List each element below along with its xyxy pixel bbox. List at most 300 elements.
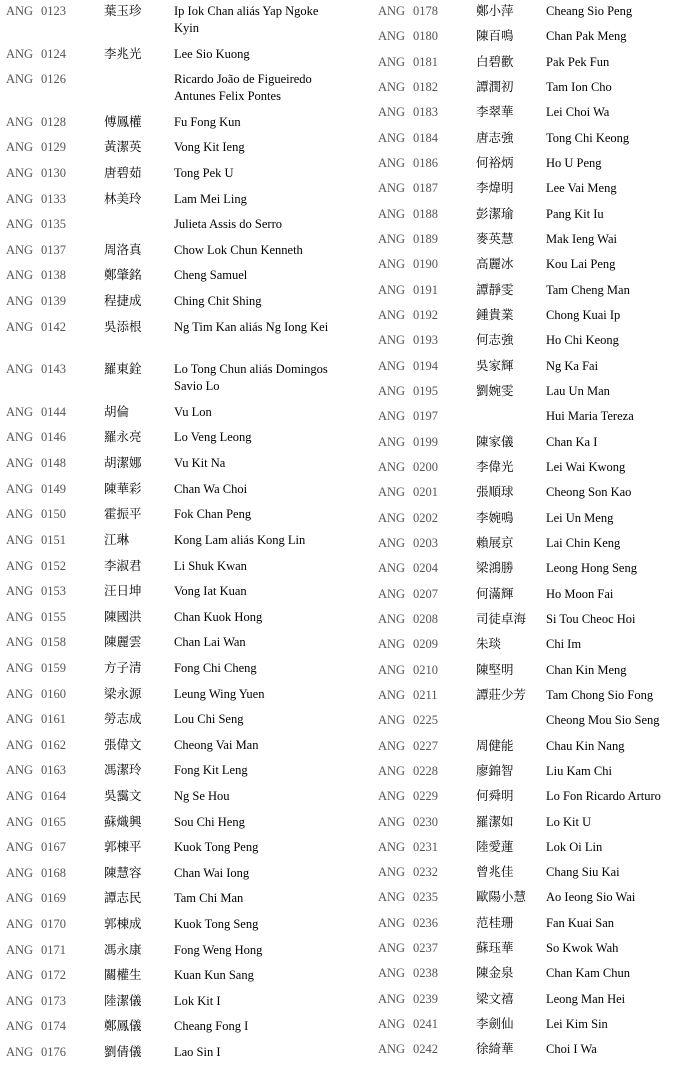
- romanized-name: Ching Chit Shing: [174, 294, 262, 309]
- entry-number: 0203: [413, 535, 438, 550]
- entry-number: 0162: [41, 737, 66, 752]
- romanized-name: Fok Chan Peng: [174, 507, 252, 522]
- romanized-name: Chang Siu Kai: [546, 865, 620, 880]
- entry-number: 0128: [41, 114, 66, 129]
- romanized-name: Ng Tim Kan aliás Ng Iong Kei: [174, 319, 329, 334]
- romanized-name: Lei Wai Kwong: [546, 459, 626, 474]
- list-item: [378, 383, 689, 408]
- entry-prefix: ANG: [6, 4, 34, 18]
- entry-number: 0130: [41, 166, 66, 181]
- chinese-name: 霍振平: [104, 507, 142, 522]
- chinese-name: 陳麗雲: [104, 635, 142, 650]
- romanized-name: Vong Kit Ieng: [174, 140, 245, 155]
- entry-prefix: ANG: [378, 434, 406, 449]
- list-item: [6, 481, 346, 507]
- entry-prefix: ANG: [6, 362, 34, 377]
- entry-number: 0228: [413, 763, 438, 778]
- chinese-name: 傅鳳權: [104, 114, 142, 129]
- romanized-name: Fu Fong Kun: [174, 114, 241, 129]
- entry-prefix: ANG: [6, 46, 34, 61]
- list-item: [6, 293, 346, 319]
- entry-prefix: ANG: [378, 105, 406, 120]
- entry-number: 0171: [41, 942, 66, 957]
- list-item: [6, 890, 346, 916]
- list-item: [378, 1041, 689, 1066]
- romanized-name: Lei Kim Sin: [546, 1017, 608, 1032]
- entry-prefix: ANG: [6, 404, 34, 419]
- list-item: [6, 191, 346, 217]
- chinese-name: 李兆光: [104, 46, 142, 61]
- chinese-name: 譚靜雯: [476, 282, 514, 297]
- romanized-name: Chan Lai Wan: [174, 635, 246, 650]
- chinese-name: 黃潔英: [104, 140, 142, 155]
- list-item: [378, 231, 689, 256]
- entry-prefix: ANG: [6, 532, 34, 547]
- romanized-name: Si Tou Cheoc Hoi: [546, 611, 636, 626]
- entry-number: 0142: [41, 319, 66, 334]
- entry-number: 0174: [41, 1019, 66, 1034]
- list-item: [6, 3, 346, 46]
- list-item: [378, 940, 689, 965]
- entry-prefix: ANG: [378, 130, 406, 145]
- entry-number: 0188: [413, 206, 438, 221]
- entry-number: 0183: [413, 105, 438, 120]
- romanized-name: Ng Se Hou: [174, 789, 230, 803]
- entry-number: 0167: [41, 840, 66, 855]
- romanized-name: Fan Kuai San: [546, 915, 615, 930]
- entry-prefix: ANG: [378, 662, 406, 677]
- entry-prefix: ANG: [378, 738, 406, 753]
- entry-prefix: ANG: [6, 840, 34, 855]
- romanized-name: Tong Pek U: [174, 166, 234, 181]
- entry-number: 0146: [41, 430, 66, 445]
- romanized-name: Mak Ieng Wai: [546, 231, 617, 246]
- entry-prefix: ANG: [6, 481, 34, 496]
- romanized-name: Chan Pak Meng: [546, 29, 627, 44]
- list-item: [378, 611, 689, 636]
- chinese-name: 歐陽小慧: [476, 890, 527, 905]
- entry-prefix: ANG: [6, 609, 34, 624]
- right-column: [378, 3, 689, 1067]
- entry-prefix: ANG: [6, 1019, 34, 1034]
- chinese-name: 何志強: [476, 333, 514, 348]
- chinese-name: 周健能: [476, 738, 514, 753]
- romanized-name: Liu Kam Chi: [546, 763, 612, 778]
- romanized-name: Chi Im: [546, 637, 582, 652]
- entry-number: 0208: [413, 611, 438, 626]
- romanized-name: Leong Hong Seng: [546, 561, 637, 576]
- entry-number: 0231: [413, 839, 438, 854]
- entry-number: 0181: [413, 54, 438, 69]
- chinese-name: 李淑君: [104, 558, 142, 573]
- entry-number: 0182: [413, 79, 438, 94]
- chinese-name: 馮永康: [104, 942, 142, 957]
- entry-number: 0189: [413, 231, 438, 246]
- list-item: [6, 788, 346, 814]
- chinese-name: 麥英慧: [476, 231, 514, 246]
- entry-number: 0148: [41, 456, 66, 471]
- chinese-name: 陳華彩: [104, 481, 142, 496]
- romanized-name: Lo Kit U: [546, 814, 592, 829]
- entry-number: 0137: [41, 242, 66, 257]
- entry-prefix: ANG: [6, 242, 34, 257]
- entry-prefix: ANG: [378, 282, 406, 297]
- entry-prefix: ANG: [6, 191, 34, 206]
- list-item: [378, 738, 689, 763]
- list-item: [6, 686, 346, 712]
- entry-prefix: ANG: [6, 891, 34, 906]
- romanized-name: Lok Oi Lin: [546, 839, 603, 854]
- entry-number: 0232: [413, 865, 438, 880]
- list-item: [6, 267, 346, 293]
- entry-prefix: ANG: [378, 54, 406, 69]
- entry-number: 0230: [413, 814, 438, 829]
- romanized-name: Pak Pek Fun: [546, 54, 610, 69]
- entry-number: 0195: [413, 383, 438, 398]
- entry-number: 0237: [413, 941, 438, 956]
- entry-number: 0176: [41, 1045, 66, 1060]
- entry-number: 0211: [413, 687, 438, 702]
- entry-prefix: ANG: [6, 166, 34, 181]
- list-item: [6, 967, 346, 993]
- entry-prefix: ANG: [6, 789, 34, 803]
- list-item: [378, 28, 689, 53]
- entry-prefix: ANG: [378, 307, 406, 322]
- list-item: [6, 1018, 346, 1044]
- chinese-name: 郭棟平: [104, 840, 142, 855]
- entry-number: 0151: [41, 532, 66, 547]
- romanized-name: Tam Chong Sio Fong: [546, 687, 654, 702]
- list-item: [6, 942, 346, 968]
- list-item: [6, 916, 346, 942]
- entry-number: 0170: [41, 917, 66, 932]
- entry-number: 0126: [41, 72, 66, 87]
- entry-number: 0163: [41, 763, 66, 778]
- list-item: [6, 814, 346, 840]
- chinese-name: 羅東銓: [104, 362, 142, 377]
- entry-number: 0160: [41, 686, 66, 701]
- romanized-name: Kuok Tong Seng: [174, 917, 259, 932]
- chinese-name: 范桂珊: [476, 915, 514, 930]
- romanized-name: Chan Wa Choi: [174, 481, 248, 496]
- chinese-name: 賴展京: [476, 535, 514, 550]
- romanized-name: Vong Iat Kuan: [174, 584, 247, 599]
- entry-prefix: ANG: [6, 635, 34, 650]
- romanized-name: Ng Ka Fai: [546, 358, 599, 373]
- list-item: [6, 865, 346, 891]
- entry-number: 0164: [41, 789, 66, 803]
- chinese-name: 吳添根: [104, 319, 142, 334]
- list-item: [6, 71, 346, 114]
- entry-number: 0201: [413, 485, 438, 500]
- romanized-name: Ip Iok Chan aliás Yap Ngoke Kyin: [174, 4, 319, 35]
- romanized-name: Vu Kit Na: [174, 456, 226, 471]
- list-item: [6, 139, 346, 165]
- chinese-name: 何裕炳: [476, 155, 514, 170]
- entry-number: 0129: [41, 140, 66, 155]
- chinese-name: 陳國洪: [104, 609, 142, 624]
- romanized-name: So Kwok Wah: [546, 941, 619, 956]
- list-item: [6, 455, 346, 481]
- entry-prefix: ANG: [6, 712, 34, 727]
- chinese-name: 陳百鳴: [476, 29, 514, 44]
- entry-number: 0169: [41, 891, 66, 906]
- entry-prefix: ANG: [378, 79, 406, 94]
- entry-prefix: ANG: [378, 991, 406, 1006]
- romanized-name: Chan Ka I: [546, 434, 598, 449]
- entry-number: 0144: [41, 404, 66, 419]
- list-item: [378, 459, 689, 484]
- entry-number: 0152: [41, 558, 66, 573]
- romanized-name: Fong Chi Cheng: [174, 660, 257, 675]
- chinese-name: 鄭鳳儀: [104, 1019, 142, 1034]
- chinese-name: 彭潔瑜: [476, 206, 514, 221]
- entry-number: 0161: [41, 712, 66, 727]
- list-item: [6, 114, 346, 140]
- chinese-name: 關權生: [104, 968, 142, 983]
- list-item: [6, 242, 346, 268]
- entry-number: 0168: [41, 865, 66, 880]
- chinese-name: 李偉光: [476, 459, 514, 474]
- chinese-name: 司徒卓海: [476, 611, 527, 626]
- entry-number: 0150: [41, 507, 66, 522]
- romanized-name: Kou Lai Peng: [546, 257, 616, 272]
- entry-prefix: ANG: [6, 584, 34, 599]
- list-item: [378, 889, 689, 914]
- chinese-name: 江琳: [104, 532, 130, 547]
- list-item: [6, 993, 346, 1019]
- entry-prefix: ANG: [6, 1045, 34, 1060]
- romanized-name: Chow Lok Chun Kenneth: [174, 242, 303, 257]
- list-item: [378, 104, 689, 129]
- romanized-name: Fong Weng Hong: [174, 942, 263, 957]
- romanized-name: Choi I Wa: [546, 1042, 597, 1057]
- romanized-name: Lei Choi Wa: [546, 105, 610, 120]
- entry-number: 0225: [413, 713, 438, 728]
- entry-number: 0199: [413, 434, 438, 449]
- entry-number: 0242: [413, 1042, 438, 1057]
- entry-prefix: ANG: [6, 686, 34, 701]
- list-item: [378, 586, 689, 611]
- entry-number: 0180: [413, 29, 438, 44]
- entry-number: 0143: [41, 362, 66, 377]
- chinese-name: 高麗冰: [476, 257, 514, 272]
- chinese-name: 吳靄文: [104, 789, 142, 803]
- romanized-name: Tong Chi Keong: [546, 130, 630, 145]
- chinese-name: 汪日坤: [104, 584, 142, 599]
- entry-prefix: ANG: [378, 206, 406, 221]
- entry-number: 0139: [41, 294, 66, 309]
- entry-prefix: ANG: [378, 409, 406, 424]
- chinese-name: 劉婉雯: [476, 383, 514, 398]
- chinese-name: 譚志民: [104, 891, 142, 906]
- chinese-name: 蘇熾興: [104, 814, 142, 829]
- entry-prefix: ANG: [378, 789, 406, 804]
- entry-number: 0186: [413, 155, 438, 170]
- list-item: [6, 216, 346, 242]
- chinese-name: 胡潔娜: [104, 456, 142, 471]
- entry-number: 0229: [413, 789, 438, 804]
- chinese-name: 羅潔如: [476, 814, 514, 829]
- entry-prefix: ANG: [378, 839, 406, 854]
- entry-prefix: ANG: [378, 966, 406, 981]
- left-column: [6, 3, 346, 1070]
- chinese-name: 李劍仙: [476, 1017, 514, 1032]
- romanized-name: Lo Tong Chun aliás Domingos Savio Lo: [174, 362, 328, 394]
- entry-number: 0236: [413, 915, 438, 930]
- entry-prefix: ANG: [6, 865, 34, 880]
- chinese-name: 李煒明: [476, 181, 514, 196]
- entry-prefix: ANG: [378, 358, 406, 373]
- romanized-name: Chan Kin Meng: [546, 662, 627, 677]
- chinese-name: 何滿輝: [476, 586, 514, 601]
- entry-number: 0207: [413, 586, 438, 601]
- list-item: [6, 711, 346, 737]
- entry-number: 0227: [413, 738, 438, 753]
- entry-number: 0172: [41, 968, 66, 983]
- romanized-name: Lai Chin Keng: [546, 535, 621, 550]
- entry-prefix: ANG: [378, 713, 406, 728]
- list-item: [378, 560, 689, 585]
- entry-number: 0239: [413, 991, 438, 1006]
- entry-number: 0138: [41, 268, 66, 283]
- list-item: [378, 712, 689, 737]
- entry-prefix: ANG: [6, 114, 34, 129]
- list-item: [378, 965, 689, 990]
- list-item: [378, 206, 689, 231]
- list-item: [6, 46, 346, 72]
- romanized-name: Chan Wai Iong: [174, 865, 250, 880]
- entry-prefix: ANG: [378, 231, 406, 246]
- list-item: [378, 839, 689, 864]
- romanized-name: Lam Mei Ling: [174, 191, 247, 206]
- entry-prefix: ANG: [378, 865, 406, 880]
- romanized-name: Lo Veng Leong: [174, 430, 252, 445]
- list-item: [378, 484, 689, 509]
- chinese-name: 朱琰: [476, 637, 502, 652]
- romanized-name: Pang Kit Iu: [546, 206, 604, 221]
- entry-number: 0158: [41, 635, 66, 650]
- entry-prefix: ANG: [378, 1042, 406, 1057]
- entry-prefix: ANG: [378, 485, 406, 500]
- entry-number: 0165: [41, 814, 66, 829]
- entry-prefix: ANG: [6, 968, 34, 983]
- list-item: [6, 583, 346, 609]
- list-item: [378, 54, 689, 79]
- list-item: [378, 535, 689, 560]
- list-item: [378, 636, 689, 661]
- entry-prefix: ANG: [6, 507, 34, 522]
- entry-prefix: ANG: [6, 72, 34, 87]
- chinese-name: 李婉鳴: [476, 510, 514, 525]
- romanized-name: Hui Maria Tereza: [546, 409, 634, 424]
- list-item: [6, 609, 346, 635]
- list-item: [6, 660, 346, 686]
- romanized-name: Vu Lon: [174, 404, 212, 419]
- entry-prefix: ANG: [378, 890, 406, 905]
- entry-prefix: ANG: [378, 687, 406, 702]
- list-item: [6, 361, 346, 404]
- romanized-name: Cheang Fong I: [174, 1019, 249, 1034]
- romanized-name: Lou Chi Seng: [174, 712, 244, 727]
- romanized-name: Li Shuk Kwan: [174, 558, 247, 573]
- list-item: [6, 404, 346, 430]
- romanized-name: Lo Fon Ricardo Arturo: [546, 789, 661, 804]
- romanized-name: Cheong Vai Man: [174, 737, 259, 752]
- list-item: [6, 634, 346, 660]
- romanized-name: Chau Kin Nang: [546, 738, 625, 753]
- chinese-name: 羅永亮: [104, 430, 142, 445]
- chinese-name: 唐碧茹: [104, 166, 142, 181]
- entry-number: 0193: [413, 333, 438, 348]
- list-item: [6, 558, 346, 584]
- entry-number: 0124: [41, 46, 66, 61]
- list-item: [378, 408, 689, 433]
- list-item: [378, 307, 689, 332]
- romanized-name: Leung Wing Yuen: [174, 686, 265, 701]
- entry-number: 0209: [413, 637, 438, 652]
- list-item: [378, 180, 689, 205]
- entry-number: 0149: [41, 481, 66, 496]
- chinese-name: 唐志強: [476, 130, 514, 145]
- list-item: [378, 434, 689, 459]
- romanized-name: Cheang Sio Peng: [546, 4, 633, 18]
- chinese-name: 曾兆佳: [476, 865, 514, 880]
- romanized-name: Cheong Mou Sio Seng: [546, 713, 660, 728]
- chinese-name: 梁永源: [104, 686, 142, 701]
- entry-number: 0155: [41, 609, 66, 624]
- chinese-name: 張順球: [476, 485, 514, 500]
- chinese-name: 葉玉珍: [104, 4, 142, 18]
- list-item: [378, 79, 689, 104]
- entry-prefix: ANG: [378, 181, 406, 196]
- list-item: [378, 915, 689, 940]
- chinese-name: 馮潔玲: [104, 763, 142, 778]
- list-item: [378, 864, 689, 889]
- romanized-name: Lei Un Meng: [546, 510, 614, 525]
- romanized-name: Tam Cheng Man: [546, 282, 630, 297]
- romanized-name: Lok Kit I: [174, 993, 221, 1008]
- entry-prefix: ANG: [378, 561, 406, 576]
- entry-number: 0192: [413, 307, 438, 322]
- chinese-name: 李翠華: [476, 105, 514, 120]
- entry-number: 0173: [41, 993, 66, 1008]
- entry-number: 0191: [413, 282, 438, 297]
- entry-prefix: ANG: [6, 737, 34, 752]
- list-item: [6, 506, 346, 532]
- entry-prefix: ANG: [378, 611, 406, 626]
- chinese-name: 陳慧容: [104, 865, 142, 880]
- entry-prefix: ANG: [378, 155, 406, 170]
- chinese-name: 何舜明: [476, 789, 514, 804]
- chinese-name: 白碧歡: [476, 54, 514, 69]
- entry-prefix: ANG: [378, 383, 406, 398]
- list-item: [378, 3, 689, 28]
- entry-number: 0190: [413, 257, 438, 272]
- list-item: [6, 1044, 346, 1070]
- entry-prefix: ANG: [378, 4, 406, 18]
- list-item: [378, 814, 689, 839]
- entry-prefix: ANG: [6, 430, 34, 445]
- list-item: [6, 839, 346, 865]
- entry-prefix: ANG: [378, 586, 406, 601]
- chinese-name: 廖錦智: [476, 763, 514, 778]
- list-item: [378, 662, 689, 687]
- romanized-name: Ho U Peng: [546, 155, 602, 170]
- entry-number: 0241: [413, 1017, 438, 1032]
- list-item: [378, 510, 689, 535]
- romanized-name: Tam Chi Man: [174, 891, 244, 906]
